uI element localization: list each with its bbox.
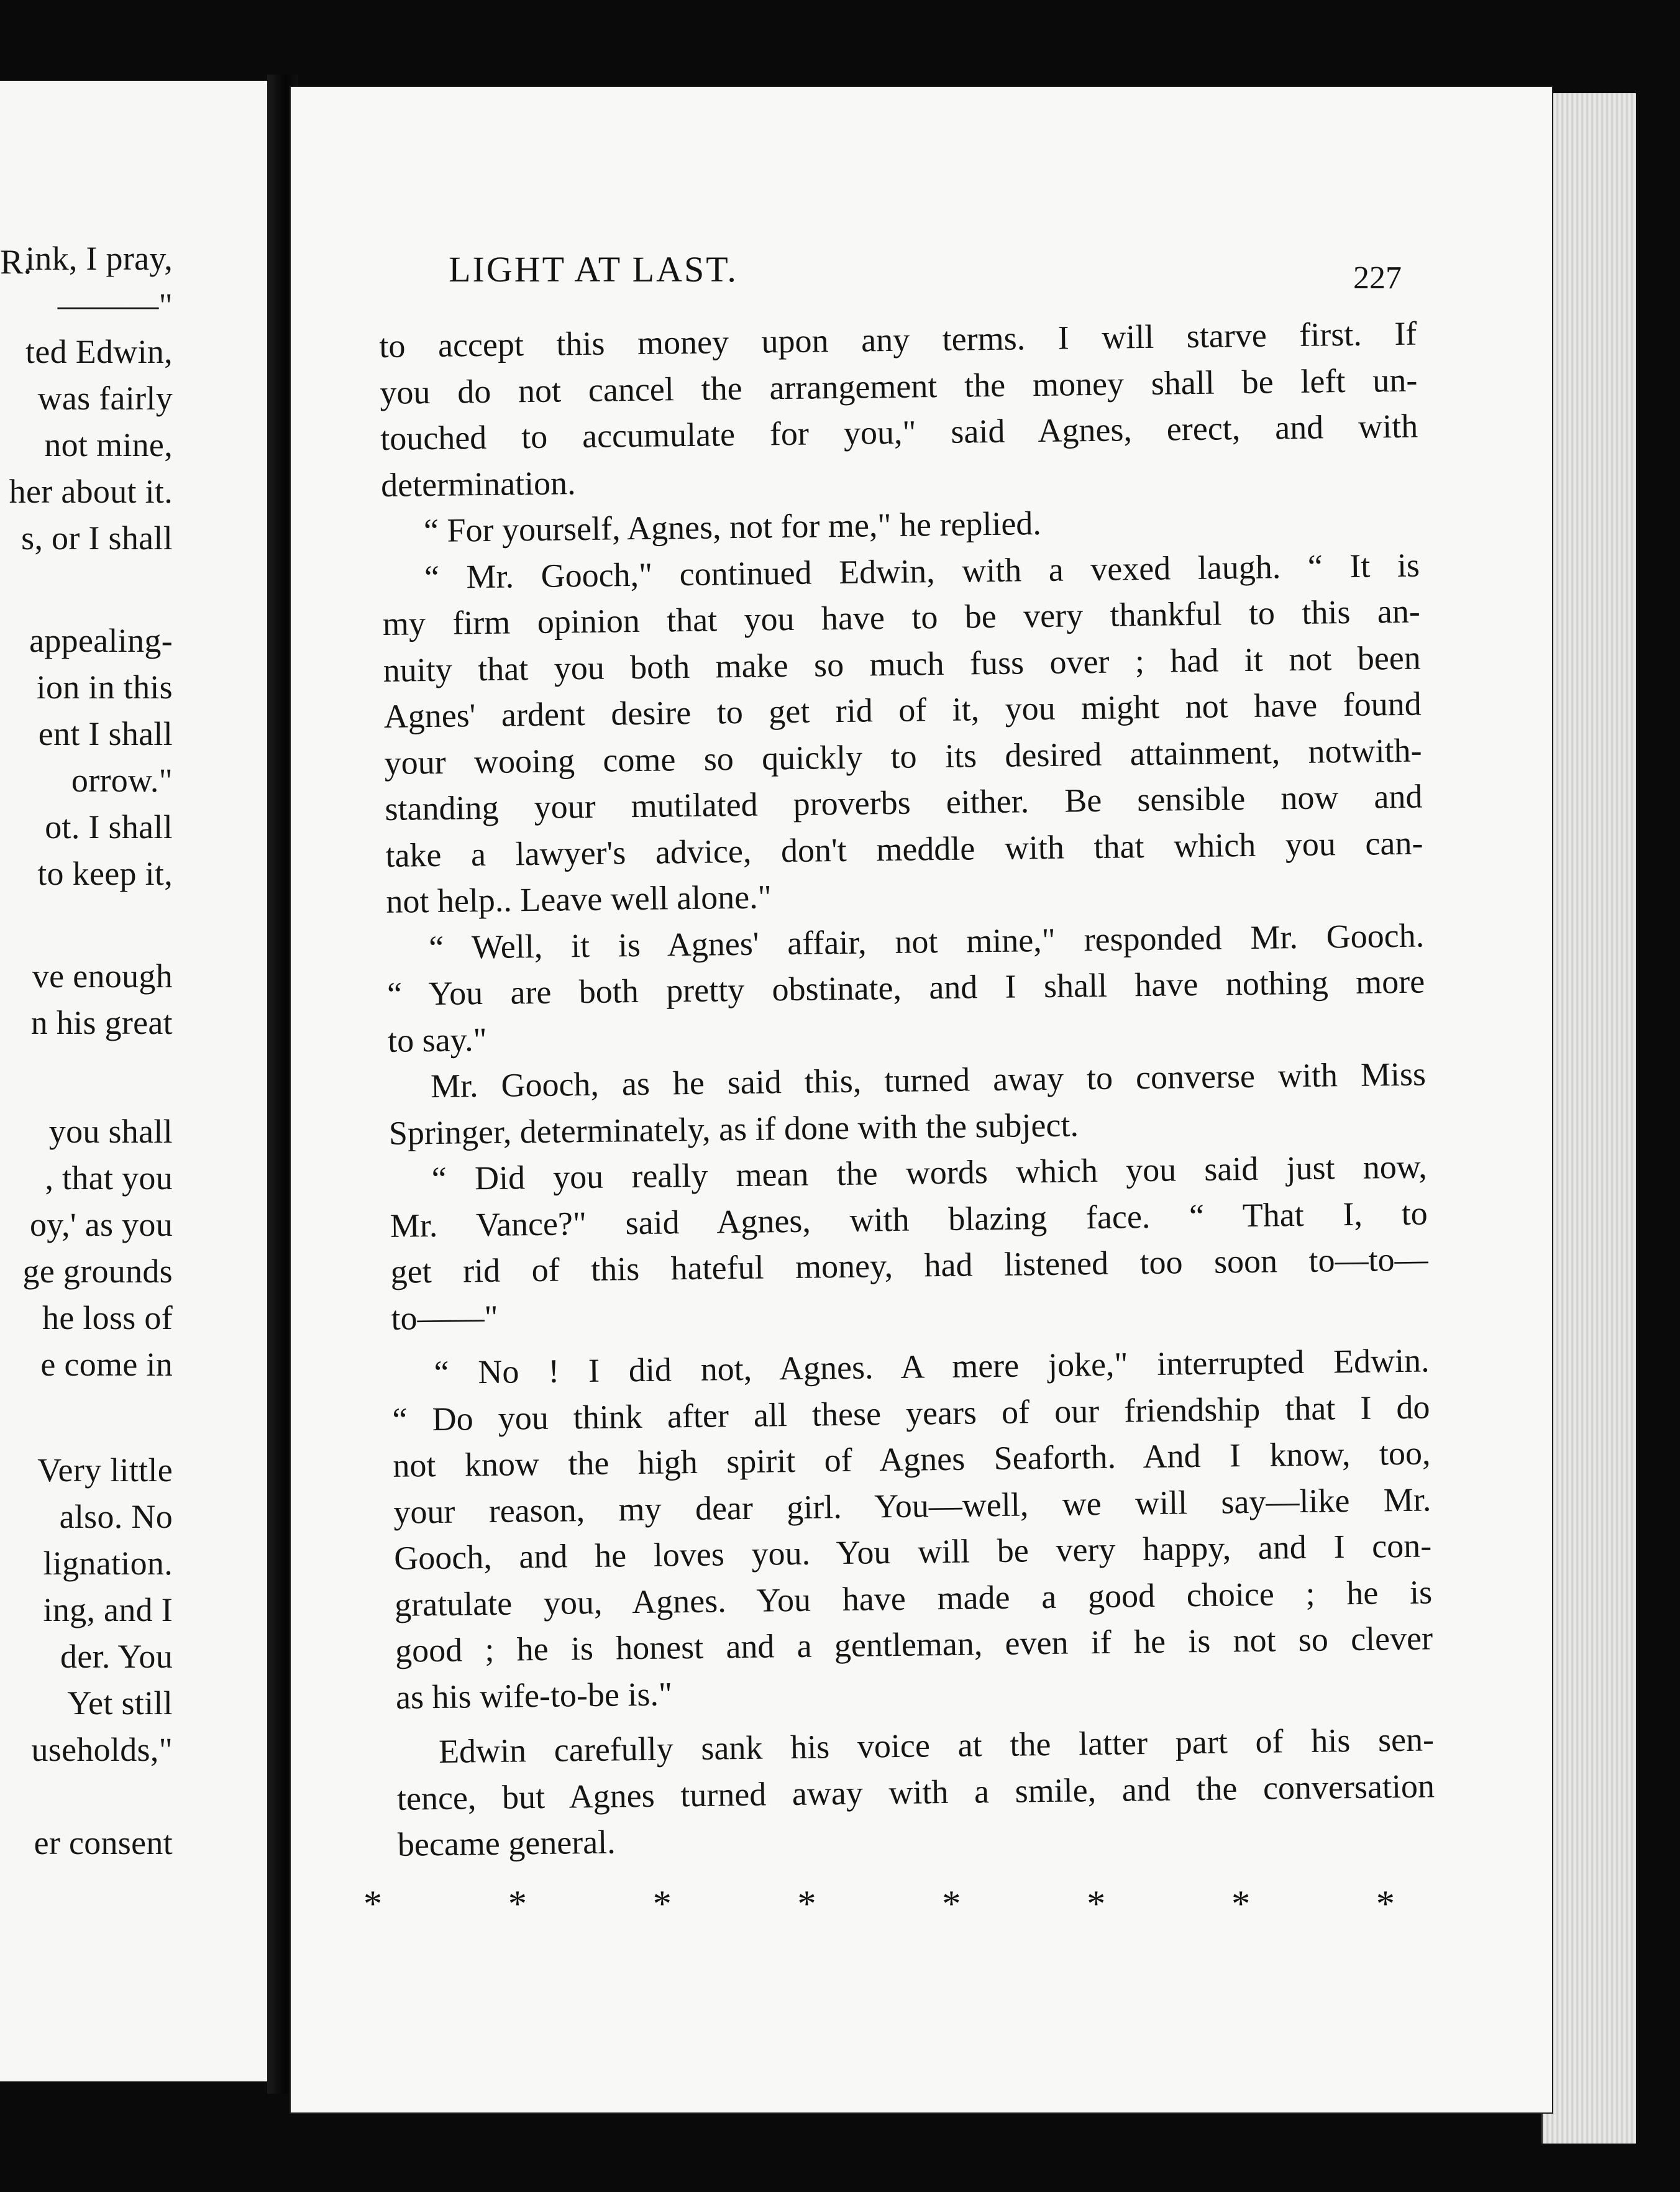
text-line: “ Mr. Gooch," continued Edwin, with a vexed laugh. “ It is <box>424 546 1420 596</box>
left-page-line: ted Edwin, <box>25 333 173 370</box>
text-line: your reason, my dear girl. You—well, we will say—like Mr. <box>393 1480 1431 1531</box>
text-line: Mr. Gooch, as he said this, turned away to converse with Miss <box>430 1055 1427 1105</box>
asterisk: * <box>363 1883 382 1924</box>
text-line: “ Well, it is Agnes' affair, not mine," responded Mr. Gooch. <box>428 916 1425 966</box>
left-page-line: ot. I shall <box>45 808 173 846</box>
left-page-line: ion in this <box>36 669 173 706</box>
left-page-line: to keep it, <box>37 855 173 892</box>
text-line: gratulate you, Agnes. You have made a good choice ; he is <box>394 1573 1433 1623</box>
text-line: determination. <box>380 464 576 504</box>
text-line: standing your mutilated proverbs either. Be sensible now and <box>385 777 1423 828</box>
left-page-line: ent I shall <box>38 715 173 752</box>
text-line: to say." <box>387 1020 487 1059</box>
left-page-line: ing, and I <box>43 1591 173 1628</box>
text-line: my firm opinion that you have to be very thankful to this an- <box>382 592 1421 642</box>
left-page-line: der. You <box>60 1638 173 1675</box>
text-line: “ For yourself, Agnes, not for me," he replied. <box>423 505 1042 550</box>
left-page-line: also. No <box>59 1498 173 1535</box>
left-page-line: her about it. <box>9 473 173 510</box>
text-line: Springer, determinately, as if done with the subject. <box>388 1105 1079 1152</box>
text-line: get rid of this hateful money, had listened too soon to—to— <box>390 1240 1428 1290</box>
text-line: “ You are both pretty obstinate, and I shall have nothing more <box>386 962 1425 1013</box>
text-line: “ Did you really mean the words which you said just now, <box>431 1148 1428 1198</box>
left-page-header-fragment: R. <box>0 243 32 281</box>
left-page-line: e come in <box>40 1346 173 1383</box>
left-page-line: ———" <box>57 286 173 324</box>
text-line: became general. <box>397 1823 616 1863</box>
left-page-line: s, or I shall <box>21 519 173 557</box>
text-line: Gooch, and he loves you. You will be very happy, and I con- <box>393 1527 1432 1577</box>
text-line: tence, but Agnes turned away with a smile, and the conversation <box>396 1766 1435 1817</box>
left-page-line: n his great <box>30 1004 173 1041</box>
left-page-line: he loss of <box>42 1299 173 1336</box>
left-page-line: appealing- <box>29 622 173 659</box>
text-line: good ; he is honest and a gentleman, even if he is not so clever <box>395 1619 1433 1669</box>
left-page-line: orrow." <box>71 762 173 799</box>
left-page-line: ve enough <box>32 957 173 995</box>
asterisk: * <box>1376 1883 1395 1924</box>
left-page-line: not mine, <box>44 426 173 464</box>
text-line: touched to accumulate for you," said Agnes, erect, and with <box>380 407 1418 457</box>
text-line: to accept this money upon any terms. I will starve first. If <box>379 314 1417 365</box>
left-page-line: useholds," <box>31 1731 173 1768</box>
left-page-line: Very little <box>37 1451 173 1489</box>
text-line: as his wife-to-be is." <box>395 1674 673 1716</box>
asterisk: * <box>797 1883 816 1924</box>
left-page-line: ink, I pray, <box>25 240 173 277</box>
text-line: not help.. Leave well alone." <box>386 878 772 920</box>
text-line: to——" <box>391 1298 498 1337</box>
running-header: LIGHT AT LAST. <box>449 249 738 290</box>
section-break-asterisks <box>363 1883 1395 1925</box>
left-page-line: er consent <box>34 1824 173 1861</box>
asterisk: * <box>942 1883 961 1924</box>
left-page-line: lignation. <box>43 1545 173 1582</box>
left-page-line: , that you <box>45 1159 173 1197</box>
left-page-line: oy,' as you <box>29 1206 173 1243</box>
text-line: Mr. Vance?" said Agnes, with blazing face. “ That I, to <box>390 1194 1428 1244</box>
page-number: 227 <box>1353 260 1402 296</box>
asterisk: * <box>1231 1883 1251 1924</box>
left-page-line: ge grounds <box>22 1253 173 1290</box>
text-line: not know the high spirit of Agnes Seaforth. And I know, too, <box>393 1434 1431 1484</box>
left-page-line: you shall <box>48 1113 173 1150</box>
left-facing-page <box>0 81 267 2081</box>
body-text <box>379 311 1435 1868</box>
text-line: your wooing come so quickly to its desired attainment, notwith- <box>384 731 1422 782</box>
asterisk: * <box>1087 1883 1106 1924</box>
left-page-line: Yet still <box>67 1684 173 1722</box>
text-line: you do not cancel the arrangement the money shall be left un- <box>379 361 1418 411</box>
text-line: “ No ! I did not, Agnes. A mere joke," interrupted Edwin. <box>434 1341 1430 1392</box>
left-page-line: was fairly <box>37 380 173 417</box>
page-edges <box>1541 93 1636 2144</box>
text-line: take a lawyer's advice, don't meddle with that which you can- <box>385 824 1423 874</box>
text-line: nuity that you both make so much fuss over ; had it not been <box>383 639 1422 689</box>
text-line: “ Do you think after all these years of our friendship that I do <box>392 1387 1430 1438</box>
asterisk: * <box>508 1883 527 1924</box>
text-line: Edwin carefully sank his voice at the latter part of his sen- <box>438 1720 1435 1770</box>
asterisk: * <box>652 1883 672 1924</box>
text-line: Agnes' ardent desire to get rid of it, you might not have found <box>383 685 1422 735</box>
